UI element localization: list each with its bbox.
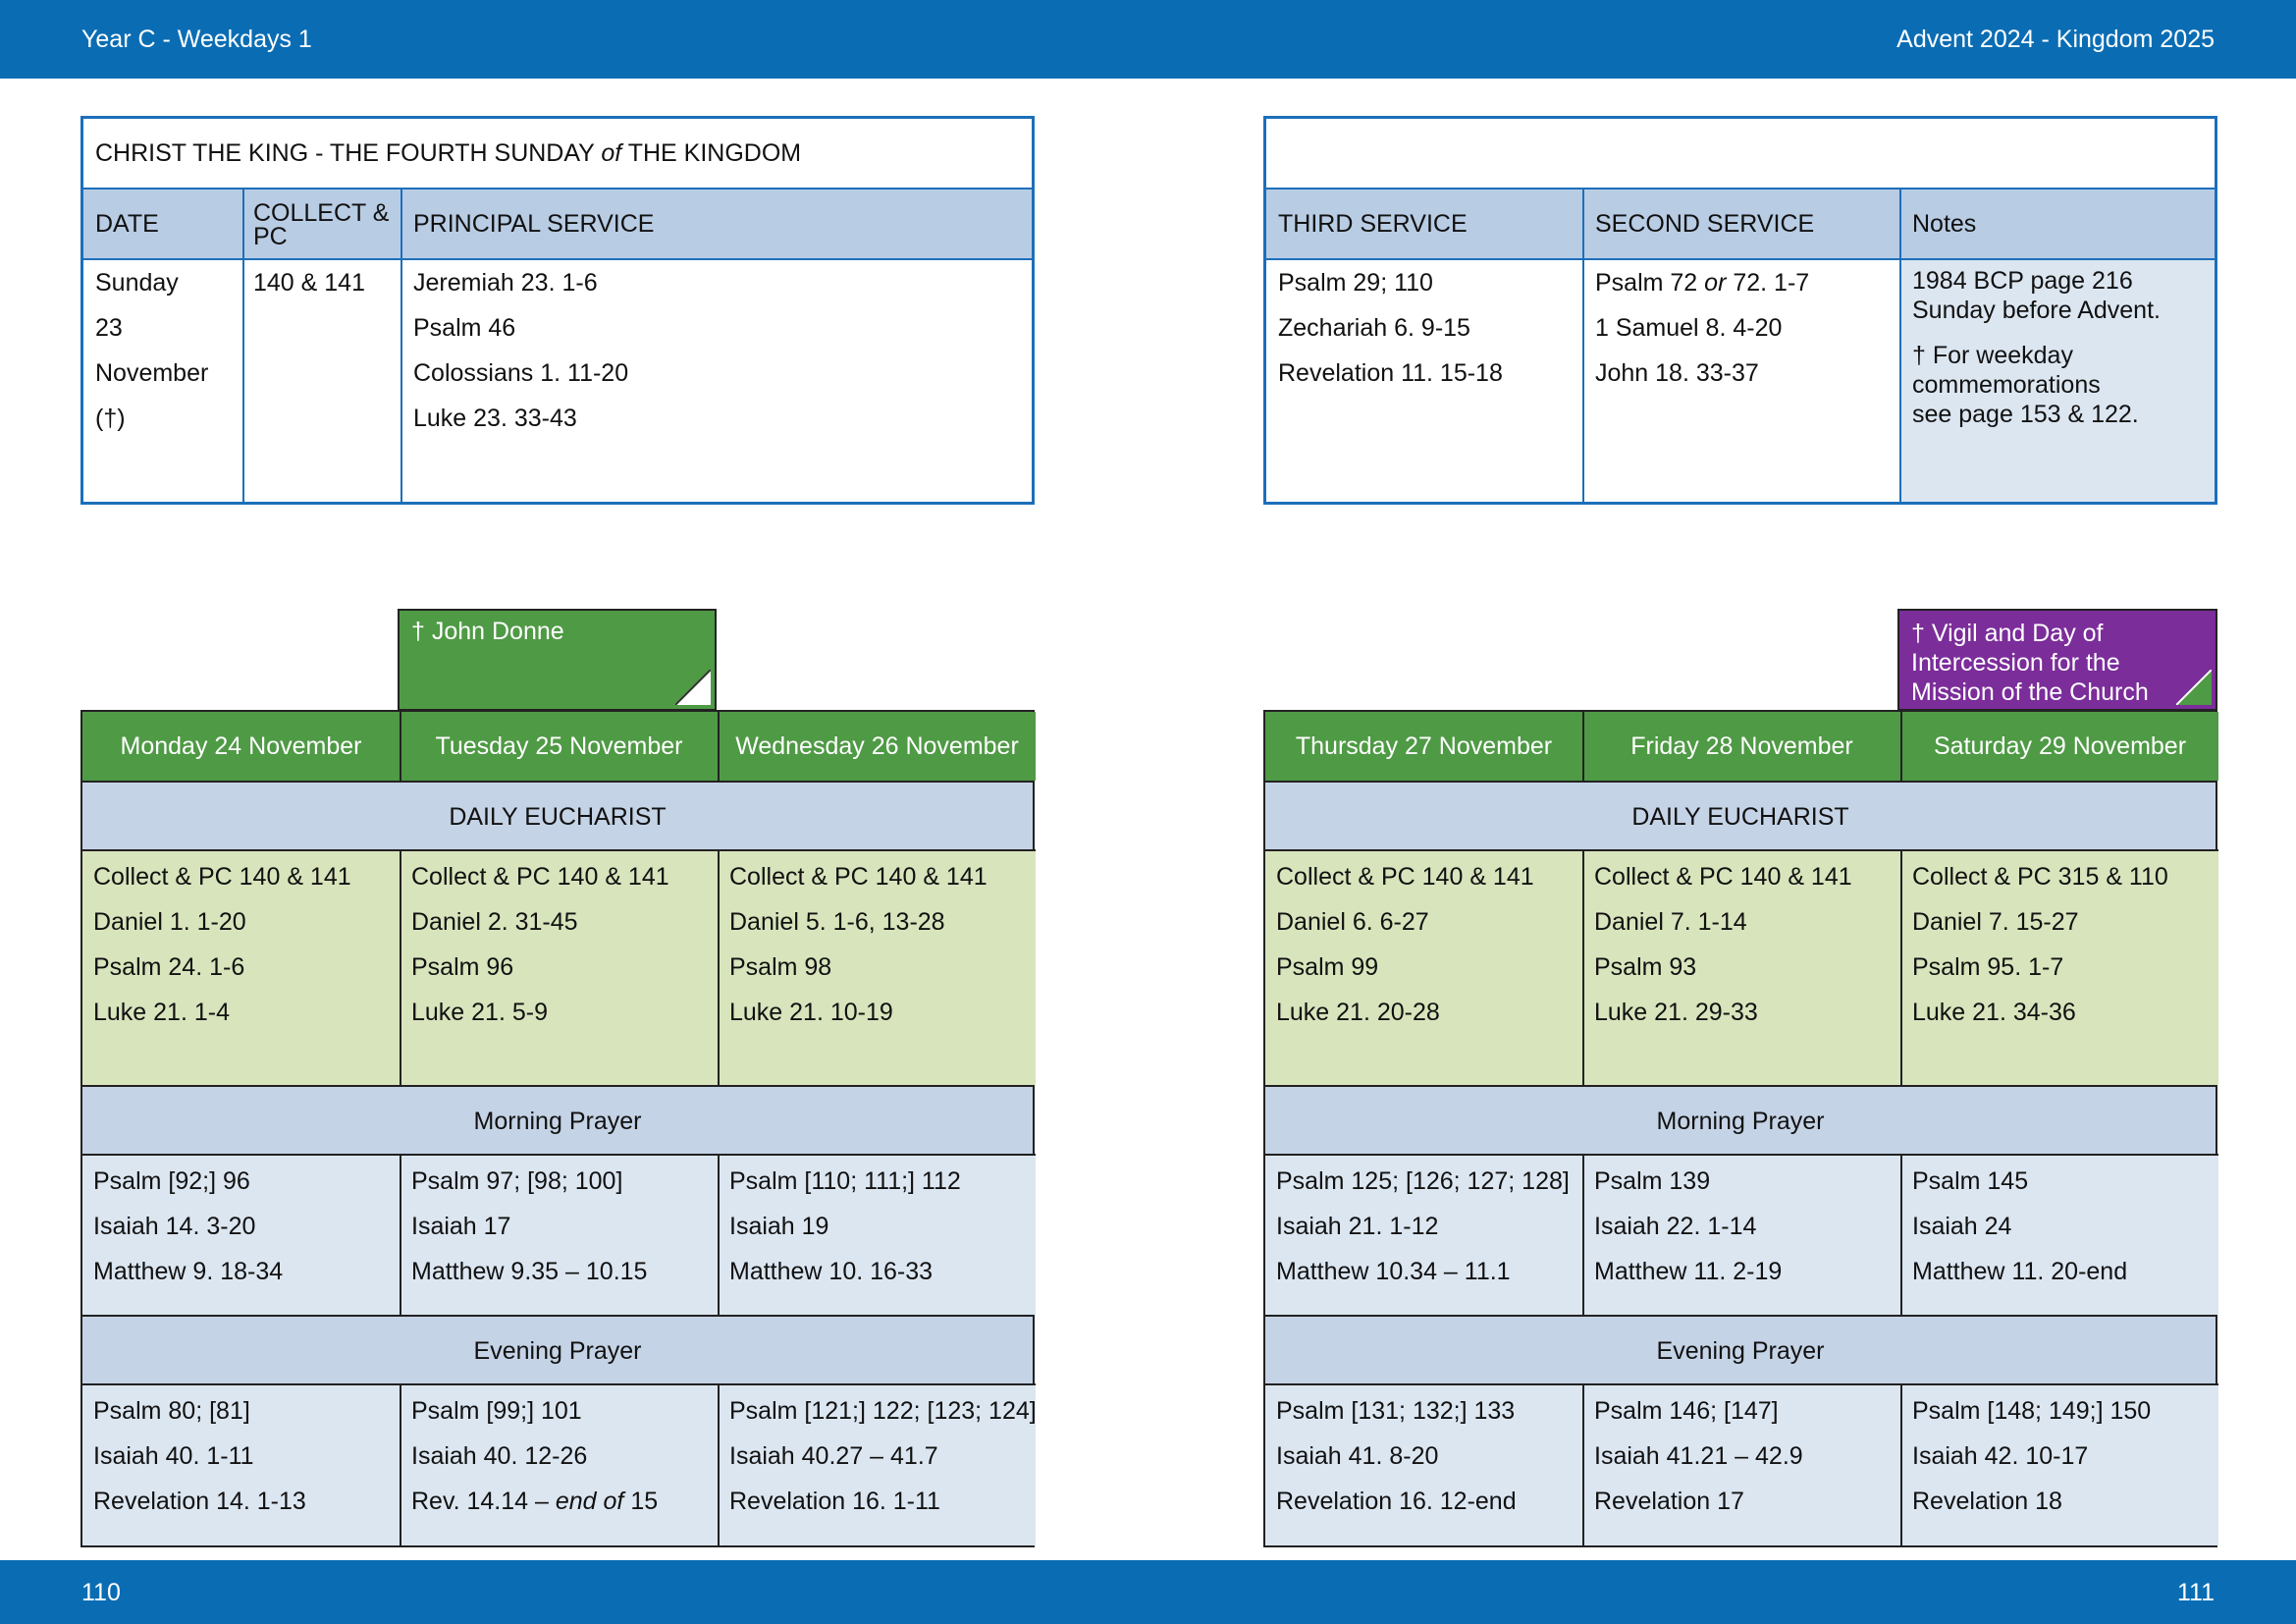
reading-line: Psalm [121;] 122; [123; 124] bbox=[729, 1397, 1037, 1425]
reading-line: Isaiah 14. 3-20 bbox=[93, 1213, 256, 1240]
reading-line: Revelation 16. 1-11 bbox=[729, 1488, 940, 1515]
day-heading: Saturday 29 November bbox=[1901, 712, 2218, 781]
col-date-header: DATE bbox=[95, 210, 159, 238]
sunday-table-left bbox=[80, 116, 1035, 505]
commemoration-tag-vigil: † Vigil and Day of Intercession for the Mission of the Church bbox=[1897, 609, 2217, 711]
reading-line: Psalm 95. 1-7 bbox=[1912, 953, 2064, 981]
reading-line: Daniel 2. 31-45 bbox=[411, 908, 578, 936]
reading-line: Matthew 10.34 – 11.1 bbox=[1276, 1258, 1511, 1285]
morning-readings bbox=[400, 1154, 718, 1315]
reading-line: Luke 21. 10-19 bbox=[729, 999, 893, 1026]
evening-readings bbox=[400, 1383, 718, 1545]
day-heading: Thursday 27 November bbox=[1265, 712, 1582, 781]
evening-readings bbox=[1901, 1383, 2218, 1545]
page-header bbox=[0, 0, 2296, 79]
col-notes-header: Notes bbox=[1912, 210, 1977, 238]
evening-readings bbox=[1583, 1383, 1900, 1545]
reading-line: Daniel 1. 1-20 bbox=[93, 908, 246, 936]
col-third-header: THIRD SERVICE bbox=[1278, 210, 1468, 238]
day-heading: Friday 28 November bbox=[1583, 712, 1900, 781]
page-number-left: 110 bbox=[81, 1579, 121, 1606]
reading-line: Psalm [148; 149;] 150 bbox=[1912, 1397, 2152, 1425]
sunday-second-service: Psalm 72 or 72. 1-7 1 Samuel 8. 4-20 John 18. 33-37 bbox=[1595, 269, 1810, 387]
reading-line: Psalm [99;] 101 bbox=[411, 1397, 582, 1425]
sunday-principal: Jeremiah 23. 1-6 Psalm 46 Colossians 1. 11-20 Luke 23. 33-43 bbox=[413, 269, 629, 432]
reading-line: Collect & PC 315 & 110 bbox=[1912, 863, 2168, 891]
page-number-right: 111 bbox=[2176, 1579, 2215, 1606]
reading-line: Psalm 98 bbox=[729, 953, 832, 981]
eucharist-readings bbox=[1901, 849, 2218, 1085]
page-corner-icon bbox=[675, 670, 711, 705]
header-left-title: Year C - Weekdays 1 bbox=[81, 26, 312, 53]
reading-line: Psalm [110; 111;] 112 bbox=[729, 1167, 961, 1195]
eucharist-readings bbox=[1583, 849, 1900, 1085]
page-footer bbox=[0, 1560, 2296, 1624]
evening-readings bbox=[719, 1383, 1036, 1545]
eucharist-readings bbox=[719, 849, 1036, 1085]
reading-line: Matthew 11. 2-19 bbox=[1594, 1258, 1783, 1285]
evening-readings bbox=[82, 1383, 400, 1545]
reading-line: Psalm 97; [98; 100] bbox=[411, 1167, 623, 1195]
reading-line: Matthew 10. 16-33 bbox=[729, 1258, 934, 1285]
col-principal-header: PRINCIPAL SERVICE bbox=[413, 210, 655, 238]
reading-line: Isaiah 40. 1-11 bbox=[93, 1442, 254, 1470]
reading-line: Isaiah 19 bbox=[729, 1213, 829, 1240]
eucharist-readings bbox=[1265, 849, 1582, 1085]
reading-line: Luke 21. 1-4 bbox=[93, 999, 230, 1026]
reading-line: Revelation 18 bbox=[1912, 1488, 2062, 1515]
reading-line: Matthew 9. 18-34 bbox=[93, 1258, 284, 1285]
reading-line: Psalm 146; [147] bbox=[1594, 1397, 1779, 1425]
col-second-header: SECOND SERVICE bbox=[1595, 210, 1815, 238]
section-morning-prayer: Morning Prayer bbox=[1265, 1085, 2216, 1154]
reading-line: Isaiah 40.27 – 41.7 bbox=[729, 1442, 938, 1470]
weekday-grid-right bbox=[1263, 710, 2217, 1547]
day-heading: Tuesday 25 November bbox=[400, 712, 718, 781]
morning-readings bbox=[1901, 1154, 2218, 1315]
morning-readings bbox=[1583, 1154, 1900, 1315]
reading-line: Collect & PC 140 & 141 bbox=[729, 863, 988, 891]
reading-line: Psalm 93 bbox=[1594, 953, 1697, 981]
reading-part-italic: end of bbox=[555, 1488, 624, 1515]
reading-line: Isaiah 42. 10-17 bbox=[1912, 1442, 2089, 1470]
reading-line: Revelation 16. 12-end bbox=[1276, 1488, 1517, 1515]
sunday-notes: 1984 BCP page 216 Sunday before Advent. † For weekday commemorations see page 153 & 122. bbox=[1912, 267, 2161, 428]
reading-part: 15 bbox=[623, 1488, 659, 1515]
reading-line: Daniel 7. 15-27 bbox=[1912, 908, 2079, 936]
sunday-table-right bbox=[1263, 116, 2217, 505]
reading-line: Isaiah 24 bbox=[1912, 1213, 2012, 1240]
day-heading: Wednesday 26 November bbox=[719, 712, 1036, 781]
reading-line: Daniel 6. 6-27 bbox=[1276, 908, 1429, 936]
eucharist-readings bbox=[82, 849, 400, 1085]
reading-line: Psalm 24. 1-6 bbox=[93, 953, 245, 981]
reading-line: Psalm 80; [81] bbox=[93, 1397, 250, 1425]
sunday-collect: 140 & 141 bbox=[253, 269, 365, 297]
reading-line: Collect & PC 140 & 141 bbox=[93, 863, 351, 891]
commemoration-tag-john-donne: † John Donne bbox=[398, 609, 717, 711]
reading-line: Psalm [131; 132;] 133 bbox=[1276, 1397, 1516, 1425]
reading-line: Isaiah 41. 8-20 bbox=[1276, 1442, 1439, 1470]
reading-line: Matthew 9.35 – 10.15 bbox=[411, 1258, 648, 1285]
sunday-title: CHRIST THE KING - THE FOURTH SUNDAY of THE KINGDOM bbox=[95, 139, 802, 167]
morning-readings bbox=[82, 1154, 400, 1315]
reading-line: Isaiah 17 bbox=[411, 1213, 511, 1240]
section-daily-eucharist: DAILY EUCHARIST bbox=[82, 781, 1033, 849]
reading-line: Isaiah 40. 12-26 bbox=[411, 1442, 588, 1470]
reading-line: Luke 21. 29-33 bbox=[1594, 999, 1758, 1026]
section-morning-prayer: Morning Prayer bbox=[82, 1085, 1033, 1154]
evening-readings bbox=[1265, 1383, 1582, 1545]
weekday-grid-left bbox=[80, 710, 1035, 1547]
reading-line: Psalm 139 bbox=[1594, 1167, 1711, 1195]
reading-line: Matthew 11. 20-end bbox=[1912, 1258, 2128, 1285]
reading-line: Revelation 14. 1-13 bbox=[93, 1488, 306, 1515]
reading-line: Collect & PC 140 & 141 bbox=[1594, 863, 1852, 891]
reading-line: Isaiah 22. 1-14 bbox=[1594, 1213, 1757, 1240]
reading-line: Psalm [92;] 96 bbox=[93, 1167, 250, 1195]
reading-line: Daniel 5. 1-6, 13-28 bbox=[729, 908, 945, 936]
page-corner-icon bbox=[2176, 670, 2212, 705]
sunday-third-service: Psalm 29; 110 Zechariah 6. 9-15 Revelation 11. 15-18 bbox=[1278, 269, 1503, 387]
col-collect-header: COLLECT & PC bbox=[253, 199, 390, 250]
reading-line: Psalm 145 bbox=[1912, 1167, 2029, 1195]
header-right-title: Advent 2024 - Kingdom 2025 bbox=[1896, 26, 2215, 53]
section-evening-prayer: Evening Prayer bbox=[82, 1315, 1033, 1383]
morning-readings bbox=[1265, 1154, 1582, 1315]
reading-line: Isaiah 21. 1-12 bbox=[1276, 1213, 1439, 1240]
reading-line: Psalm 96 bbox=[411, 953, 514, 981]
reading-line: Luke 21. 20-28 bbox=[1276, 999, 1440, 1026]
reading-line: Isaiah 41.21 – 42.9 bbox=[1594, 1442, 1803, 1470]
section-daily-eucharist: DAILY EUCHARIST bbox=[1265, 781, 2216, 849]
reading-line: Luke 21. 34-36 bbox=[1912, 999, 2076, 1026]
reading-line: Revelation 17 bbox=[1594, 1488, 1744, 1515]
reading-line: Collect & PC 140 & 141 bbox=[411, 863, 669, 891]
reading-line: Psalm 125; [126; 127; 128] bbox=[1276, 1167, 1570, 1195]
reading-part: Rev. 14.14 – bbox=[411, 1488, 556, 1515]
reading-line: Luke 21. 5-9 bbox=[411, 999, 548, 1026]
morning-readings bbox=[719, 1154, 1036, 1315]
reading-line: Collect & PC 140 & 141 bbox=[1276, 863, 1534, 891]
sunday-date: Sunday 23 November (†) bbox=[95, 269, 209, 432]
eucharist-readings bbox=[400, 849, 718, 1085]
day-heading: Monday 24 November bbox=[82, 712, 400, 781]
section-evening-prayer: Evening Prayer bbox=[1265, 1315, 2216, 1383]
reading-line bbox=[411, 1479, 718, 1524]
reading-line: Daniel 7. 1-14 bbox=[1594, 908, 1747, 936]
reading-line: Psalm 99 bbox=[1276, 953, 1379, 981]
